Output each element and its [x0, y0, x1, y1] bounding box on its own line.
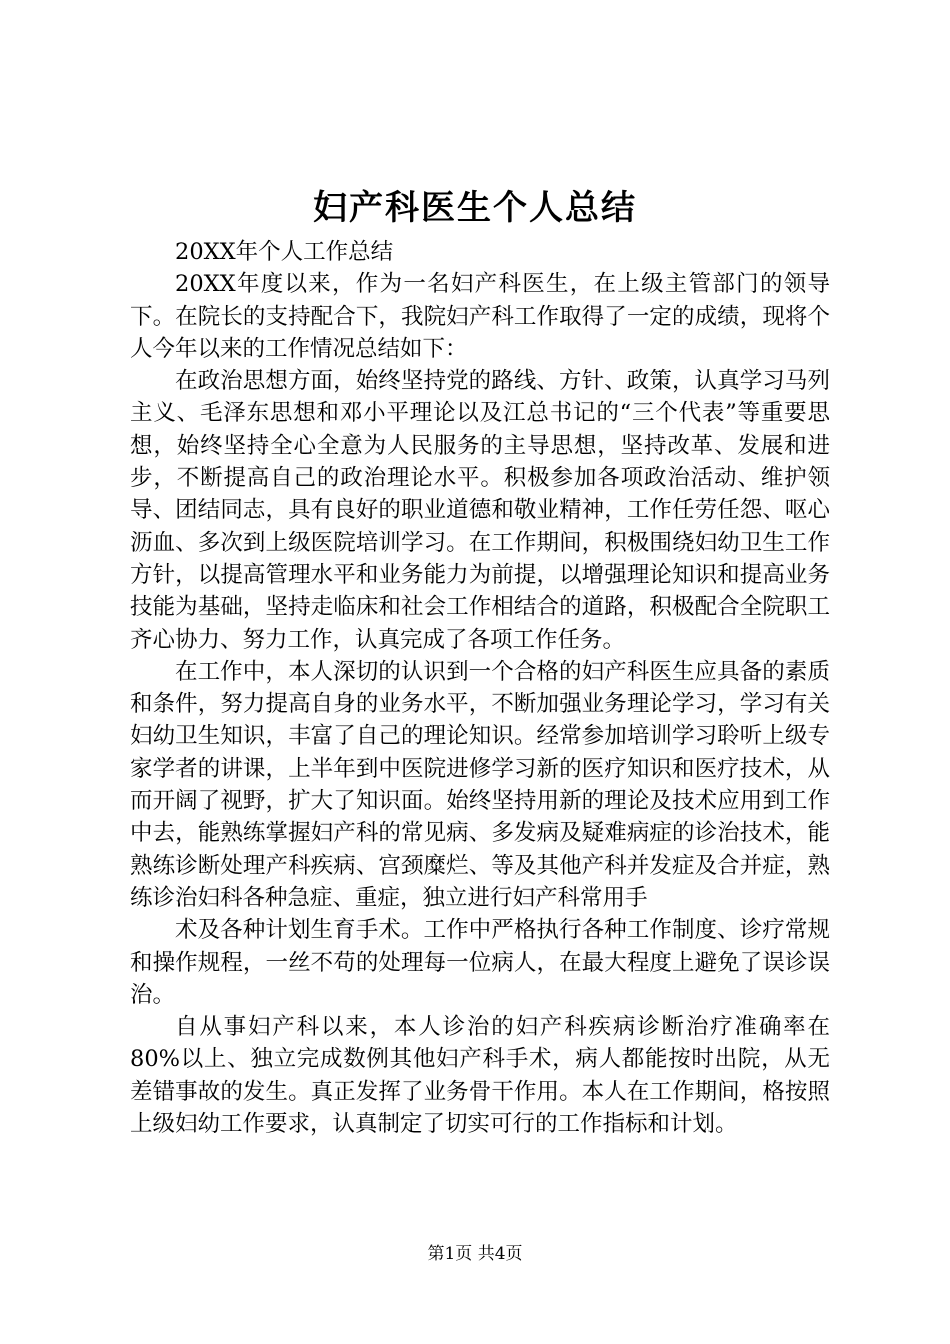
paragraph: 在政治思想方面，始终坚持党的路线、方针、政策，认真学习马列主义、毛泽东思想和邓小平理论以及江总书记的“三个代表”等重要思想，始终坚持全心全意为人民服务的主导思想，坚持改革、发展和进步，不断提高自己的政治理论水平。积极参加各项政治活动、维护领导、团结同志，具有良好的职业道德和敬业精神，工作任劳任怨、呕心沥血、多次到上级医院培训学习。在工作期间，积极围绕妇幼卫生工作方针，以提高管理水平和业务能力为前提，以增强理论知识和提高业务技能为基础，坚持走临床和社会工作相结合的道路，积极配合全院职工齐心协力、努力工作，认真完成了各项工作任务。: [130, 368, 830, 653]
paragraph: 20XX年度以来，作为一名妇产科医生，在上级主管部门的领导下。在院长的支持配合下，我院妇产科工作取得了一定的成绩，现将个人今年以来的工作情况总结如下：: [130, 271, 830, 362]
document-title: 妇产科医生个人总结: [313, 188, 637, 228]
paragraph: 20XX年个人工作总结: [175, 239, 394, 265]
paragraph: 自从事妇产科以来，本人诊治的妇产科疾病诊断治疗准确率在80%以上、独立完成数例其他妇产科手术，病人都能按时出院，从无差错事故的发生。真正发挥了业务骨干作用。本人在工作期间，格按照上级妇幼工作要求，认真制定了切实可行的工作指标和计划。: [130, 1014, 830, 1138]
document-body: [130, 236, 830, 1140]
paragraph: 术及各种计划生育手术。工作中严格执行各种工作制度、诊疗常规和操作规程，一丝不苟的处理每一位病人，在最大程度上避免了误诊误治。: [130, 917, 830, 1008]
page-number-footer: 第1页 共4页: [427, 1244, 523, 1264]
paragraph: 在工作中，本人深切的认识到一个合格的妇产科医生应具备的素质和条件，努力提高自身的业务水平，不断加强业务理论学习，学习有关妇幼卫生知识，丰富了自己的理论知识。经常参加培训学习聆听上级专家学者的讲课，上半年到中医院进修学习新的医疗知识和医疗技术，从而开阔了视野，扩大了知识面。始终坚持用新的理论及技术应用到工作中去，能熟练掌握妇产科的常见病、多发病及疑难病症的诊治技术，能熟练诊断处理产科疾病、宫颈糜烂、等及其他产科并发症及合并症，熟练诊治妇科各种急症、重症，独立进行妇产科常用手: [130, 658, 830, 911]
